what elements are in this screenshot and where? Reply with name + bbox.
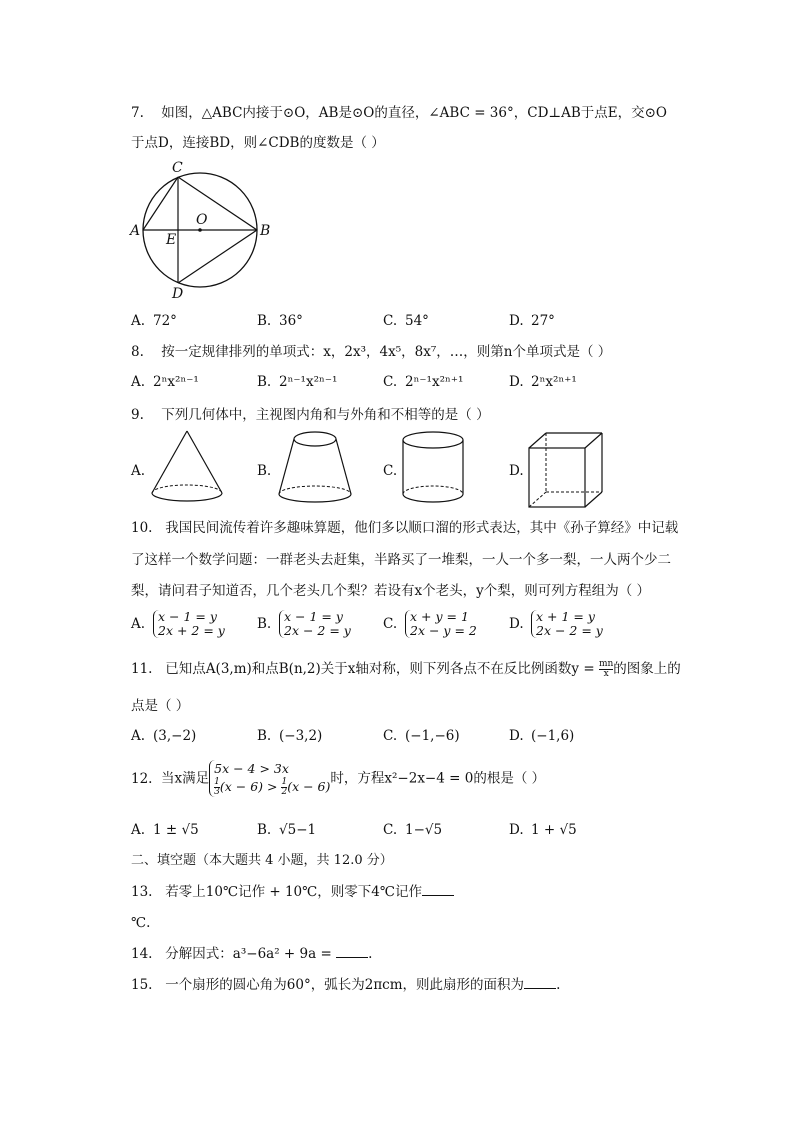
q13-text: 若零上10℃记作 + 10℃，则零下4℃记作 bbox=[165, 884, 422, 900]
q9-text: 下列几何体中，主视图内角和与外角和不相等的是（ ） bbox=[161, 407, 490, 423]
q9-line bbox=[131, 405, 490, 425]
label-d: D bbox=[172, 286, 184, 302]
q8-text: 按一定规律排列的单项式：x，2x³，4x⁵，8x⁷，…，则第n个单项式是（ ） bbox=[161, 344, 612, 360]
label-c: C bbox=[172, 160, 183, 176]
segment-db bbox=[178, 230, 257, 283]
q10-option-c[interactable]: C. x + y = 1 2x − y = 2 bbox=[383, 609, 477, 638]
q8-number: 8. bbox=[131, 344, 144, 360]
q10-text-1: 我国民间流传着许多趣味算题，他们多以顺口溜的形式表达，其中《孙子算经》中记载 bbox=[165, 520, 679, 536]
q14-number: 14. bbox=[131, 946, 153, 962]
q15-text: 一个扇形的圆心角为60°，弧长为2πcm，则此扇形的面积为 bbox=[165, 977, 525, 993]
q12-post: 时，方程x²−2x−4 = 0的根是（ ） bbox=[330, 770, 546, 787]
label-e: E bbox=[166, 232, 177, 248]
q15-number: 15. bbox=[131, 977, 153, 993]
q10-option-a[interactable]: A. x − 1 = y 2x + 2 = y bbox=[131, 609, 225, 638]
answer-blank[interactable] bbox=[336, 945, 368, 958]
q11-option-d[interactable]: D. (−1,6) bbox=[509, 728, 575, 744]
q10-text-2: 了这样一个数学问题：一群老头去赶集，半路买了一堆梨，一人一个多一梨，一人两个少二 bbox=[131, 552, 671, 568]
equation-system: x + y = 1 2x − y = 2 bbox=[405, 610, 477, 638]
q8-option-d[interactable]: D. 2ⁿx²ⁿ⁺¹ bbox=[509, 374, 577, 390]
q7-option-c[interactable]: C. 54° bbox=[383, 313, 429, 329]
q9-number: 9. bbox=[131, 407, 144, 423]
label-b: B bbox=[260, 223, 271, 239]
q7-line2 bbox=[131, 133, 385, 153]
q11-line2 bbox=[131, 696, 189, 716]
q8-option-c[interactable]: C. 2ⁿ⁻¹x²ⁿ⁺¹ bbox=[383, 374, 464, 390]
answer-blank[interactable] bbox=[422, 883, 454, 896]
q11-option-c[interactable]: C. (−1,−6) bbox=[383, 728, 460, 744]
q9-option-a[interactable]: A. bbox=[131, 463, 146, 479]
q7-line1 bbox=[131, 103, 667, 123]
equation-system: x + 1 = y 2x − 2 = y bbox=[531, 610, 603, 638]
cone-icon bbox=[148, 428, 228, 508]
q11-number: 11. bbox=[131, 661, 153, 677]
q9-option-c[interactable]: C. bbox=[383, 463, 398, 479]
q8-option-a[interactable]: A. 2ⁿx²ⁿ⁻¹ bbox=[131, 374, 199, 390]
q15-line: 15. 一个扇形的圆心角为60°，弧长为2πcm，则此扇形的面积为 . bbox=[131, 977, 561, 993]
q11-line1 bbox=[131, 659, 681, 679]
q10-number: 10. bbox=[131, 520, 153, 536]
fraction-mn-over-x: $\frac{mn}{x}$ bbox=[598, 659, 614, 679]
q7-text-1: 如图，△ABC内接于⊙O，AB是⊙O的直径，∠ABC = 36°，CD⊥AB于点E，交⊙O bbox=[161, 105, 667, 121]
label-o: O bbox=[196, 212, 208, 228]
q12-line bbox=[131, 760, 545, 797]
q13-line bbox=[131, 882, 454, 902]
q9-option-b[interactable]: B. bbox=[257, 463, 272, 479]
q7-number: 7. bbox=[131, 105, 144, 121]
equation-system: x − 1 = y 2x + 2 = y bbox=[153, 610, 225, 638]
q12-option-b[interactable]: B. √5−1 bbox=[257, 822, 317, 838]
q12-option-c[interactable]: C. 1−√5 bbox=[383, 822, 443, 838]
q11-text-2: 点是（ ） bbox=[131, 698, 190, 714]
segment-cb bbox=[178, 177, 257, 230]
q11-option-a[interactable]: A. (3,−2) bbox=[131, 728, 197, 744]
cube-icon bbox=[526, 430, 606, 512]
q12-number: 12. bbox=[131, 770, 153, 787]
equation-system: x − 1 = y 2x − 2 = y bbox=[279, 610, 351, 638]
label-a: A bbox=[130, 223, 141, 239]
q12-option-d[interactable]: D. 1 + √5 bbox=[509, 822, 577, 838]
q11-text-1b: 的图象上的 bbox=[613, 661, 681, 677]
circle-figure bbox=[128, 158, 278, 303]
segment-ac bbox=[143, 177, 178, 230]
q7-text-2: 于点D，连接BD，则∠CDB的度数是（ ） bbox=[131, 135, 385, 151]
q12-pre: 当x满足 bbox=[161, 770, 210, 787]
q7-option-a[interactable]: A. 72° bbox=[131, 313, 177, 329]
q14-text: 分解因式：a³−6a² + 9a = bbox=[165, 946, 332, 962]
q10-option-b[interactable]: B. x − 1 = y 2x − 2 = y bbox=[257, 609, 351, 638]
section-heading: 二、填空题（本大题共 4 小题，共 12.0 分） bbox=[131, 853, 393, 868]
q13-unit: ℃. bbox=[131, 915, 151, 931]
q10-text-3: 梨，请问君子知道否，几个老头几个梨？若设有x个老头，y个梨，则可列方程组为（ ） bbox=[131, 583, 651, 599]
q11-text-1a: 已知点A(3,m)和点B(n,2)关于x轴对称，则下列各点不在反比例函数y = bbox=[165, 661, 595, 677]
q13-number: 13. bbox=[131, 884, 153, 900]
answer-blank[interactable] bbox=[524, 976, 556, 989]
cylinder-icon bbox=[399, 428, 469, 510]
q10-line3 bbox=[131, 581, 650, 601]
q14-line: 14. 分解因式：a³−6a² + 9a = . bbox=[131, 946, 373, 962]
q12-option-a[interactable]: A. 1 ± √5 bbox=[131, 822, 199, 838]
q7-option-b[interactable]: B. 36° bbox=[257, 313, 303, 329]
center-point bbox=[198, 228, 202, 232]
q10-line2 bbox=[131, 550, 671, 570]
q7-option-d[interactable]: D. 27° bbox=[509, 313, 555, 329]
q11-option-b[interactable]: B. (−3,2) bbox=[257, 728, 323, 744]
q8-line bbox=[131, 342, 611, 362]
inequality-system: 5x − 4 > 3x $\frac{1}{3}$ (x − 6) > $\frac{1}{2}$ (x − 6) bbox=[209, 760, 330, 797]
frustum-icon bbox=[273, 428, 359, 508]
q10-option-d[interactable]: D. x + 1 = y 2x − 2 = y bbox=[509, 609, 603, 638]
q9-option-d[interactable]: D. bbox=[509, 463, 524, 479]
q10-line1 bbox=[131, 518, 678, 538]
q8-option-b[interactable]: B. 2ⁿ⁻¹x²ⁿ⁻¹ bbox=[257, 374, 338, 390]
